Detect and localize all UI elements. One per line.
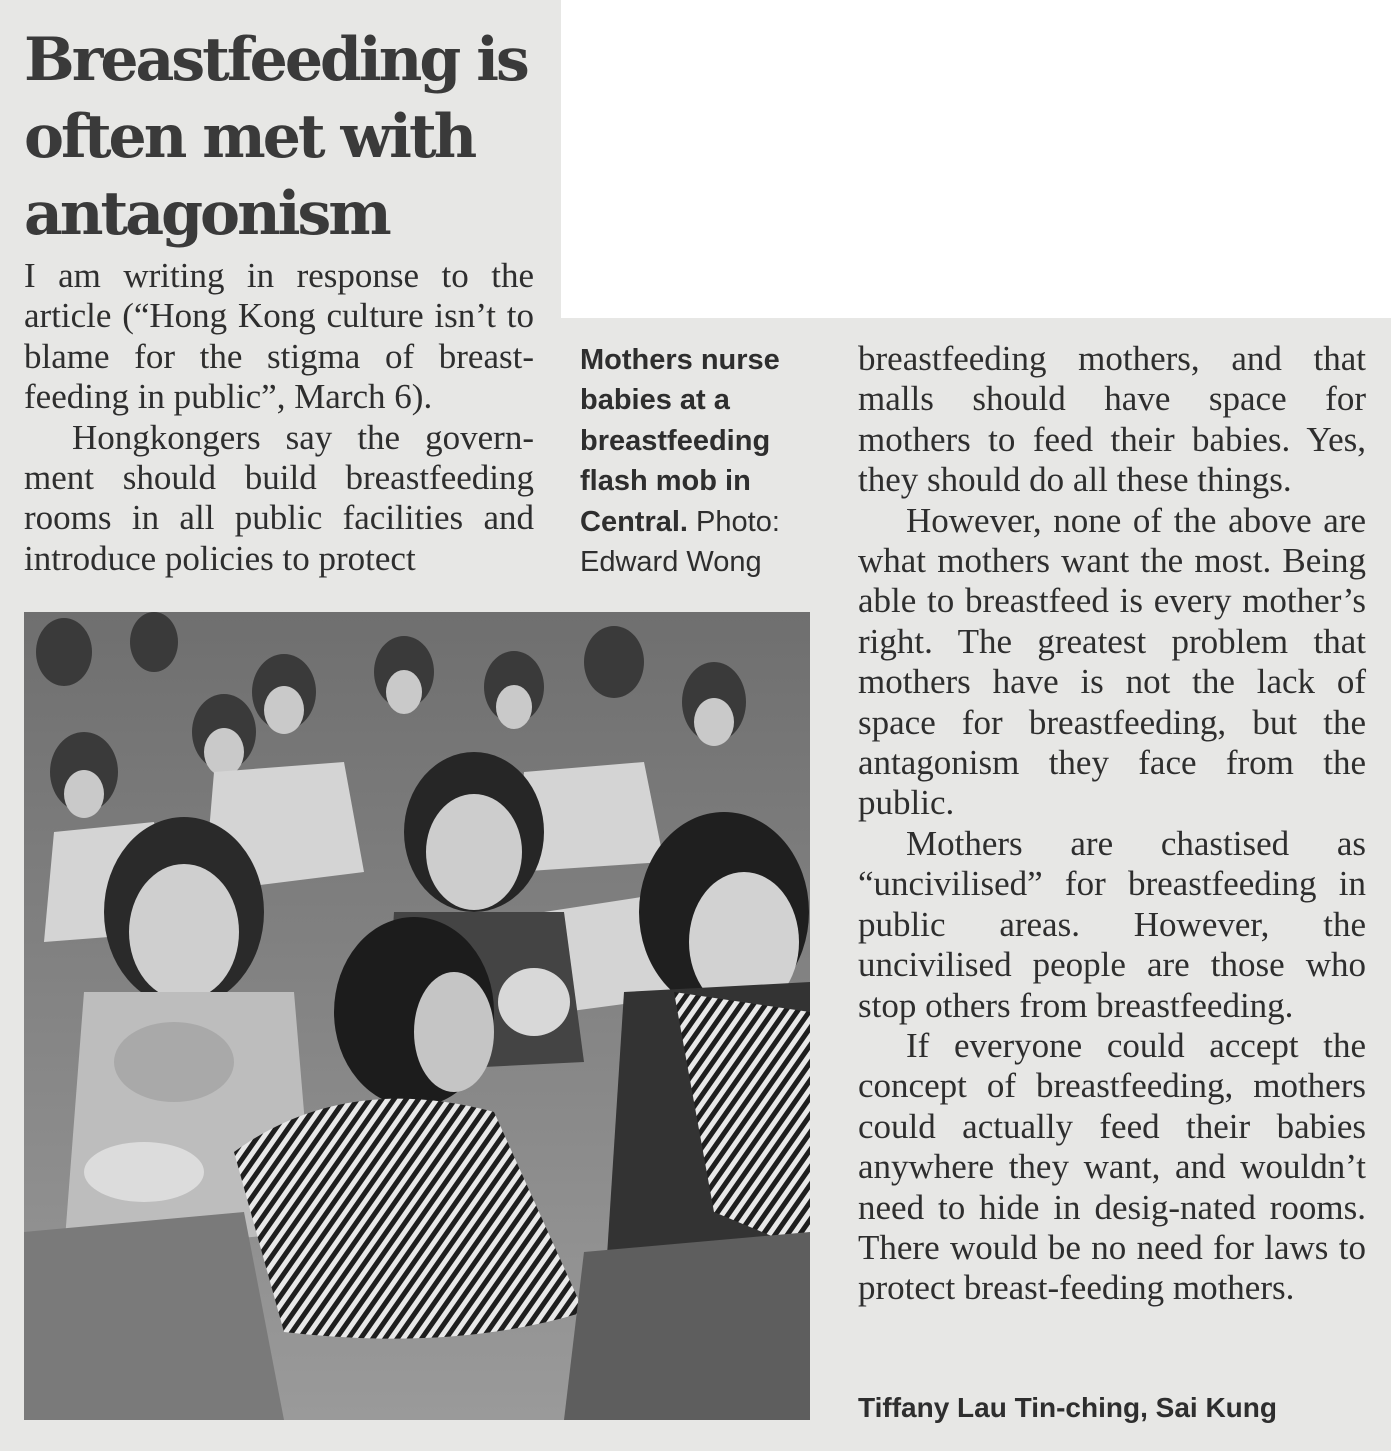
paragraph: Hongkongers say the govern-ment should build breastfeeding rooms in all public facilities and introduce policies to protect: [24, 417, 534, 578]
paragraph: If everyone could accept the concept of breastfeeding, mothers could actually feed their babies anywhere they want, and wouldn’t need to hide in desig-nated rooms. There would be no need for laws to protect breast-feeding mothers.: [858, 1025, 1366, 1308]
paragraph: breastfeeding mothers, and that malls should have space for mothers to feed their babies. Yes, they should do all these things.: [858, 339, 1366, 500]
news-photo: [24, 612, 810, 1420]
headline: Breastfeeding is often met with antagonism: [24, 25, 527, 249]
paragraph: I am writing in response to the article (“Hong Kong culture isn’t to blame for the stigma of breast-feeding in public”, March 6).: [24, 256, 534, 417]
article-column-1: [24, 256, 534, 579]
caption-credit: Photo: Edward Wong: [580, 505, 780, 579]
photo-caption: [580, 340, 810, 582]
paragraph: Mothers are chastised as “uncivilised” for breastfeeding in public areas. However, the uncivilised people are those who stop others from breastfeeding.: [858, 823, 1366, 1025]
paragraph: However, none of the above are what mothers want the most. Being able to breastfeed is every mother’s right. The greatest problem that mothers have is not the lack of space for breastfeeding, but the antagonism they face from the public.: [858, 500, 1366, 823]
photo-illustration: [24, 612, 810, 1420]
article-column-2: [858, 339, 1366, 1309]
byline: Tiffany Lau Tin-ching, Sai Kung: [858, 1392, 1277, 1423]
caption-bold-text: Mothers nurse babies at a breastfeeding flash mob in Central.: [580, 344, 780, 538]
